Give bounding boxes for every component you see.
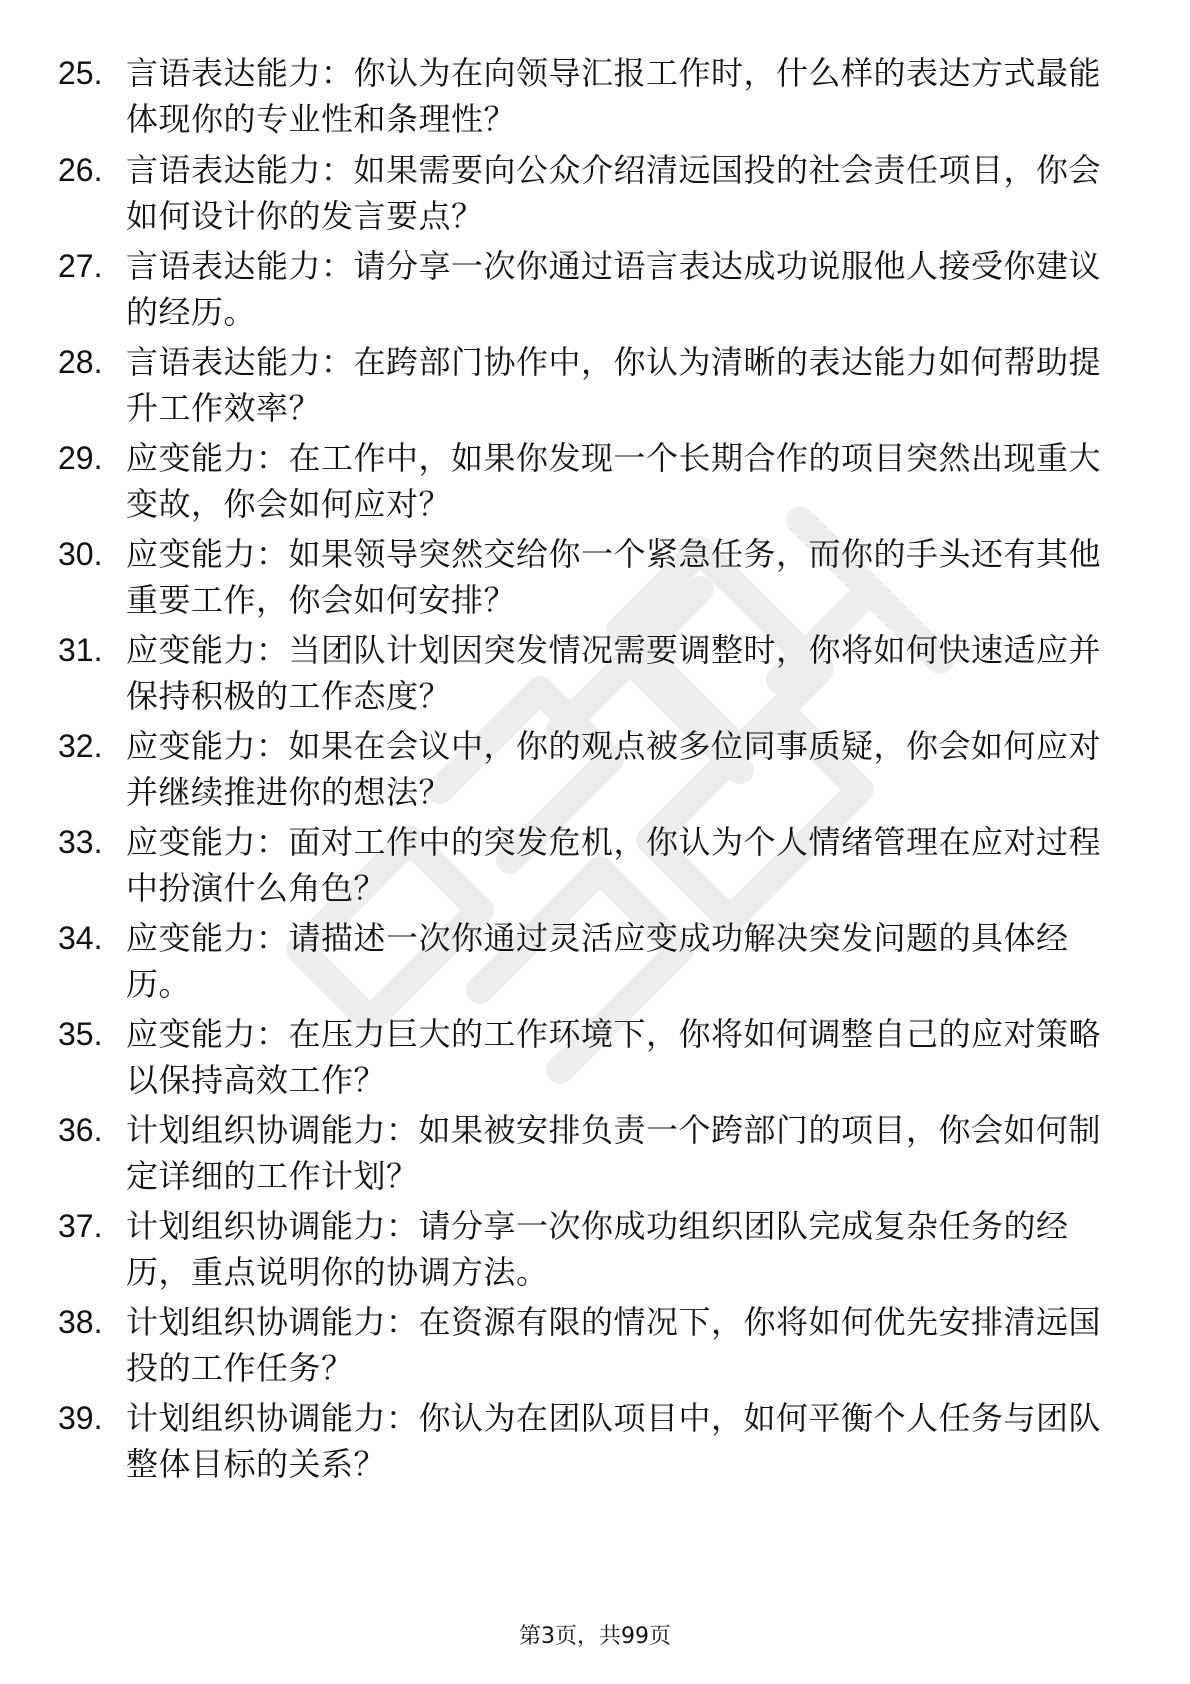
question-text: 言语表达能力：请分享一次你通过语言表达成功说服他人接受你建议的经历。 <box>126 247 1102 331</box>
question-item-31 <box>58 627 1138 717</box>
question-number: 25. <box>58 55 103 91</box>
question-item-39 <box>58 1395 1138 1485</box>
question-text: 应变能力：请描述一次你通过灵活应变成功解决突发问题的具体经历。 <box>126 919 1069 1003</box>
question-number: 26. <box>58 152 103 188</box>
question-text: 应变能力：当团队计划因突发情况需要调整时，你将如何快速适应并保持积极的工作态度？ <box>126 631 1102 715</box>
question-item-37 <box>58 1203 1138 1293</box>
question-item-29 <box>58 435 1138 525</box>
question-item-32 <box>58 723 1138 813</box>
question-item-30 <box>58 531 1138 621</box>
question-item-38 <box>58 1299 1138 1389</box>
page-number-label: 第3页，共99页 <box>519 1624 671 1649</box>
question-number: 28. <box>58 344 103 380</box>
question-number: 32. <box>58 728 103 764</box>
question-number: 30. <box>58 536 103 572</box>
question-item-34 <box>58 915 1138 1005</box>
question-item-28 <box>58 339 1138 429</box>
question-number: 35. <box>58 1016 103 1052</box>
question-text: 言语表达能力：如果需要向公众介绍清远国投的社会责任项目，你会如何设计你的发言要点？ <box>126 151 1102 235</box>
question-text: 言语表达能力：你认为在向领导汇报工作时，什么样的表达方式最能体现你的专业性和条理性？ <box>126 54 1102 138</box>
question-text: 计划组织协调能力：你认为在团队项目中，如何平衡个人任务与团队整体目标的关系？ <box>126 1399 1102 1483</box>
question-number: 33. <box>58 824 103 860</box>
question-number: 39. <box>58 1400 103 1436</box>
question-number: 37. <box>58 1208 103 1244</box>
question-text: 计划组织协调能力：请分享一次你成功组织团队完成复杂任务的经历，重点说明你的协调方法。 <box>126 1207 1069 1291</box>
question-number: 36. <box>58 1112 103 1148</box>
question-item-36 <box>58 1107 1138 1197</box>
question-number: 27. <box>58 248 103 284</box>
page-footer <box>0 1622 1190 1652</box>
question-text: 应变能力：如果在会议中，你的观点被多位同事质疑，你会如何应对并继续推进你的想法？ <box>126 727 1102 811</box>
question-item-35 <box>58 1011 1138 1101</box>
question-item-33 <box>58 819 1138 909</box>
question-item-25 <box>58 50 1138 140</box>
question-number: 38. <box>58 1304 103 1340</box>
question-text: 计划组织协调能力：如果被安排负责一个跨部门的项目，你会如何制定详细的工作计划？ <box>126 1111 1102 1195</box>
question-item-26 <box>58 147 1138 237</box>
question-text: 应变能力：在压力巨大的工作环境下，你将如何调整自己的应对策略以保持高效工作？ <box>126 1015 1102 1099</box>
question-text: 应变能力：如果领导突然交给你一个紧急任务，而你的手头还有其他重要工作，你会如何安排？ <box>126 535 1102 619</box>
question-number: 34. <box>58 920 103 956</box>
question-text: 应变能力：在工作中，如果你发现一个长期合作的项目突然出现重大变故，你会如何应对？ <box>126 439 1102 523</box>
question-number: 31. <box>58 632 103 668</box>
question-text: 计划组织协调能力：在资源有限的情况下，你将如何优先安排清远国投的工作任务？ <box>126 1303 1102 1387</box>
question-item-27 <box>58 243 1138 333</box>
question-text: 言语表达能力：在跨部门协作中，你认为清晰的表达能力如何帮助提升工作效率？ <box>126 343 1102 427</box>
question-number: 29. <box>58 440 103 476</box>
question-text: 应变能力：面对工作中的突发危机，你认为个人情绪管理在应对过程中扮演什么角色？ <box>126 823 1102 907</box>
